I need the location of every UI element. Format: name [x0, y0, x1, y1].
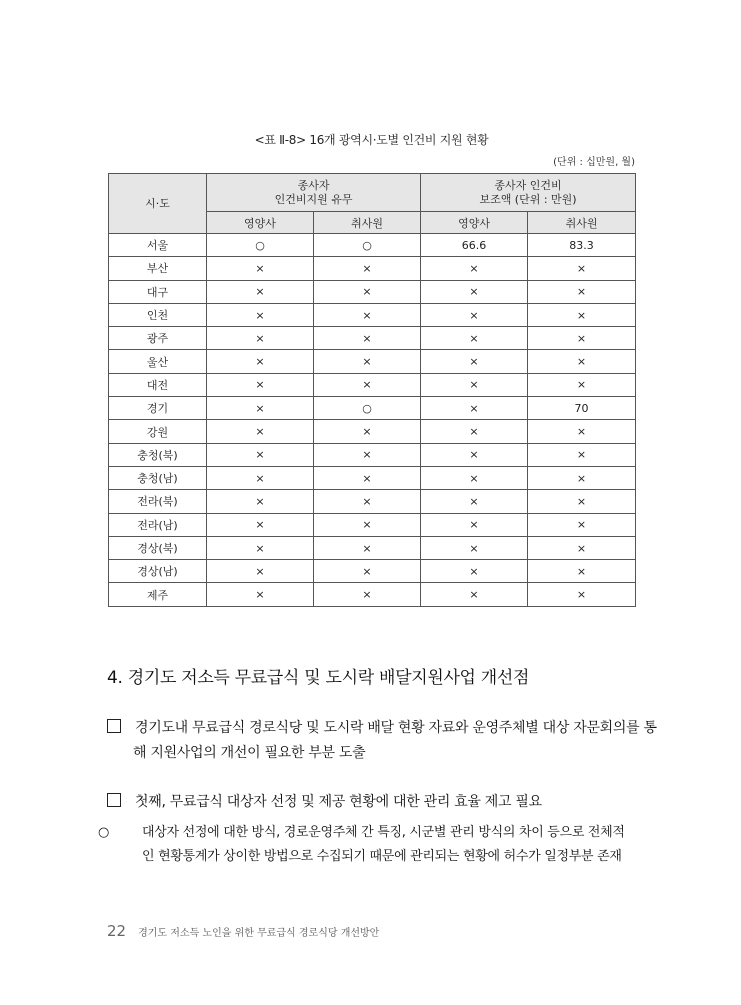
- table-caption: <표 Ⅱ-8> 16개 광역시·도별 인건비 지원 현황: [254, 133, 489, 147]
- value-cell: ×: [314, 513, 421, 536]
- value-cell: ×: [207, 466, 314, 489]
- paragraph-text: 첫째, 무료급식 대상자 선정 및 제공 현황에 대한 관리 효율 제고 필요: [135, 794, 542, 810]
- value-cell: ×: [207, 583, 314, 606]
- region-cell: 경상(남): [109, 560, 207, 583]
- value-cell: ×: [528, 513, 636, 536]
- value-cell: ×: [528, 257, 636, 280]
- value-cell: ×: [207, 513, 314, 536]
- value-cell: ×: [207, 536, 314, 559]
- circle-bullet-icon: ○: [98, 825, 110, 840]
- region-cell: 대전: [109, 373, 207, 396]
- value-cell: ×: [421, 443, 528, 466]
- header-sub: 취사원: [314, 212, 421, 234]
- region-cell: 전라(북): [109, 490, 207, 513]
- table-row: [109, 490, 636, 513]
- header-group-amount: 종사자 인건비 보조액 (단위 : 만원): [421, 174, 636, 212]
- region-cell: 서울: [109, 234, 207, 257]
- region-cell: 충청(남): [109, 466, 207, 489]
- table-row: [109, 466, 636, 489]
- value-cell: 70: [528, 397, 636, 420]
- paragraph: [107, 716, 661, 766]
- value-cell: ×: [421, 536, 528, 559]
- value-cell: ×: [421, 373, 528, 396]
- section-title: 4. 경기도 저소득 무료급식 및 도시락 배달지원사업 개선점: [107, 668, 530, 688]
- value-cell: ×: [421, 280, 528, 303]
- table-row: [109, 257, 636, 280]
- value-cell: ×: [314, 280, 421, 303]
- value-cell: ×: [528, 420, 636, 443]
- region-cell: 경기: [109, 397, 207, 420]
- value-cell: ×: [421, 466, 528, 489]
- value-cell: ○: [314, 234, 421, 257]
- value-cell: ×: [421, 397, 528, 420]
- value-cell: ×: [528, 303, 636, 326]
- footer-title: 경기도 저소득 노인을 위한 무료급식 경로식당 개선방안: [138, 928, 380, 939]
- region-cell: 광주: [109, 327, 207, 350]
- value-cell: ×: [207, 560, 314, 583]
- value-cell: ×: [421, 513, 528, 536]
- value-cell: ×: [421, 257, 528, 280]
- region-cell: 대구: [109, 280, 207, 303]
- value-cell: ×: [314, 466, 421, 489]
- value-cell: ×: [207, 350, 314, 373]
- value-cell: ×: [207, 490, 314, 513]
- table-row: [109, 513, 636, 536]
- value-cell: ×: [528, 490, 636, 513]
- table-row: [109, 303, 636, 326]
- value-cell: ×: [207, 397, 314, 420]
- value-cell: ×: [207, 443, 314, 466]
- value-cell: 83.3: [528, 234, 636, 257]
- table-row: [109, 350, 636, 373]
- value-cell: ×: [421, 420, 528, 443]
- table-unit: (단위 : 십만원, 월): [553, 157, 635, 168]
- square-bullet-icon: [107, 719, 121, 733]
- value-cell: ×: [314, 536, 421, 559]
- value-cell: ×: [314, 583, 421, 606]
- value-cell: ×: [528, 327, 636, 350]
- header-sub: 영양사: [421, 212, 528, 234]
- table-row: [109, 560, 636, 583]
- value-cell: ○: [314, 397, 421, 420]
- sub-paragraph: [98, 821, 635, 869]
- value-cell: ×: [421, 327, 528, 350]
- region-cell: 강원: [109, 420, 207, 443]
- table-row: [109, 443, 636, 466]
- table-row: [109, 234, 636, 257]
- value-cell: ×: [421, 583, 528, 606]
- value-cell: 66.6: [421, 234, 528, 257]
- value-cell: ×: [528, 373, 636, 396]
- header-sub: 영양사: [207, 212, 314, 234]
- region-cell: 충청(북): [109, 443, 207, 466]
- value-cell: ×: [314, 490, 421, 513]
- table-row: [109, 327, 636, 350]
- value-cell: ×: [207, 420, 314, 443]
- value-cell: ×: [421, 490, 528, 513]
- region-cell: 부산: [109, 257, 207, 280]
- support-table: [108, 173, 636, 607]
- value-cell: ×: [207, 280, 314, 303]
- header-sub: 취사원: [528, 212, 636, 234]
- table-row: [109, 373, 636, 396]
- value-cell: ×: [207, 303, 314, 326]
- region-cell: 제주: [109, 583, 207, 606]
- value-cell: ×: [314, 257, 421, 280]
- value-cell: ×: [528, 443, 636, 466]
- value-cell: ×: [528, 280, 636, 303]
- value-cell: ×: [421, 303, 528, 326]
- header-group-support: 종사자 인건비지원 유무: [207, 174, 421, 212]
- paragraph: [107, 790, 661, 815]
- page-footer: [107, 922, 379, 940]
- value-cell: ×: [528, 536, 636, 559]
- value-cell: ×: [314, 560, 421, 583]
- table-row: [109, 420, 636, 443]
- value-cell: ×: [314, 420, 421, 443]
- header-sido: 시·도: [109, 174, 207, 234]
- value-cell: ○: [207, 234, 314, 257]
- value-cell: ×: [314, 327, 421, 350]
- region-cell: 전라(남): [109, 513, 207, 536]
- value-cell: ×: [528, 350, 636, 373]
- region-cell: 울산: [109, 350, 207, 373]
- sub-paragraph-text: 대상자 선정에 대한 방식, 경로운영주체 간 특징, 시군별 관리 방식의 차이 등으로 전체적인 현황통계가 상이한 방법으로 수집되기 때문에 관리되는 현황에 허수가 일정부분 존재: [142, 825, 625, 864]
- value-cell: ×: [207, 327, 314, 350]
- square-bullet-icon: [107, 793, 121, 807]
- value-cell: ×: [207, 257, 314, 280]
- page-number: 22: [107, 922, 127, 940]
- table-row: [109, 583, 636, 606]
- table-row: [109, 536, 636, 559]
- value-cell: ×: [528, 560, 636, 583]
- value-cell: ×: [314, 350, 421, 373]
- paragraph-text: 경기도내 무료급식 경로식당 및 도시락 배달 현황 자료와 운영주체별 대상 자문회의를 통해 지원사업의 개선이 필요한 부분 도출: [133, 720, 657, 761]
- value-cell: ×: [528, 466, 636, 489]
- value-cell: ×: [528, 583, 636, 606]
- table-row: [109, 280, 636, 303]
- region-cell: 인천: [109, 303, 207, 326]
- value-cell: ×: [421, 560, 528, 583]
- value-cell: ×: [314, 373, 421, 396]
- region-cell: 경상(북): [109, 536, 207, 559]
- value-cell: ×: [207, 373, 314, 396]
- value-cell: ×: [314, 303, 421, 326]
- table-row: [109, 397, 636, 420]
- value-cell: ×: [314, 443, 421, 466]
- value-cell: ×: [421, 350, 528, 373]
